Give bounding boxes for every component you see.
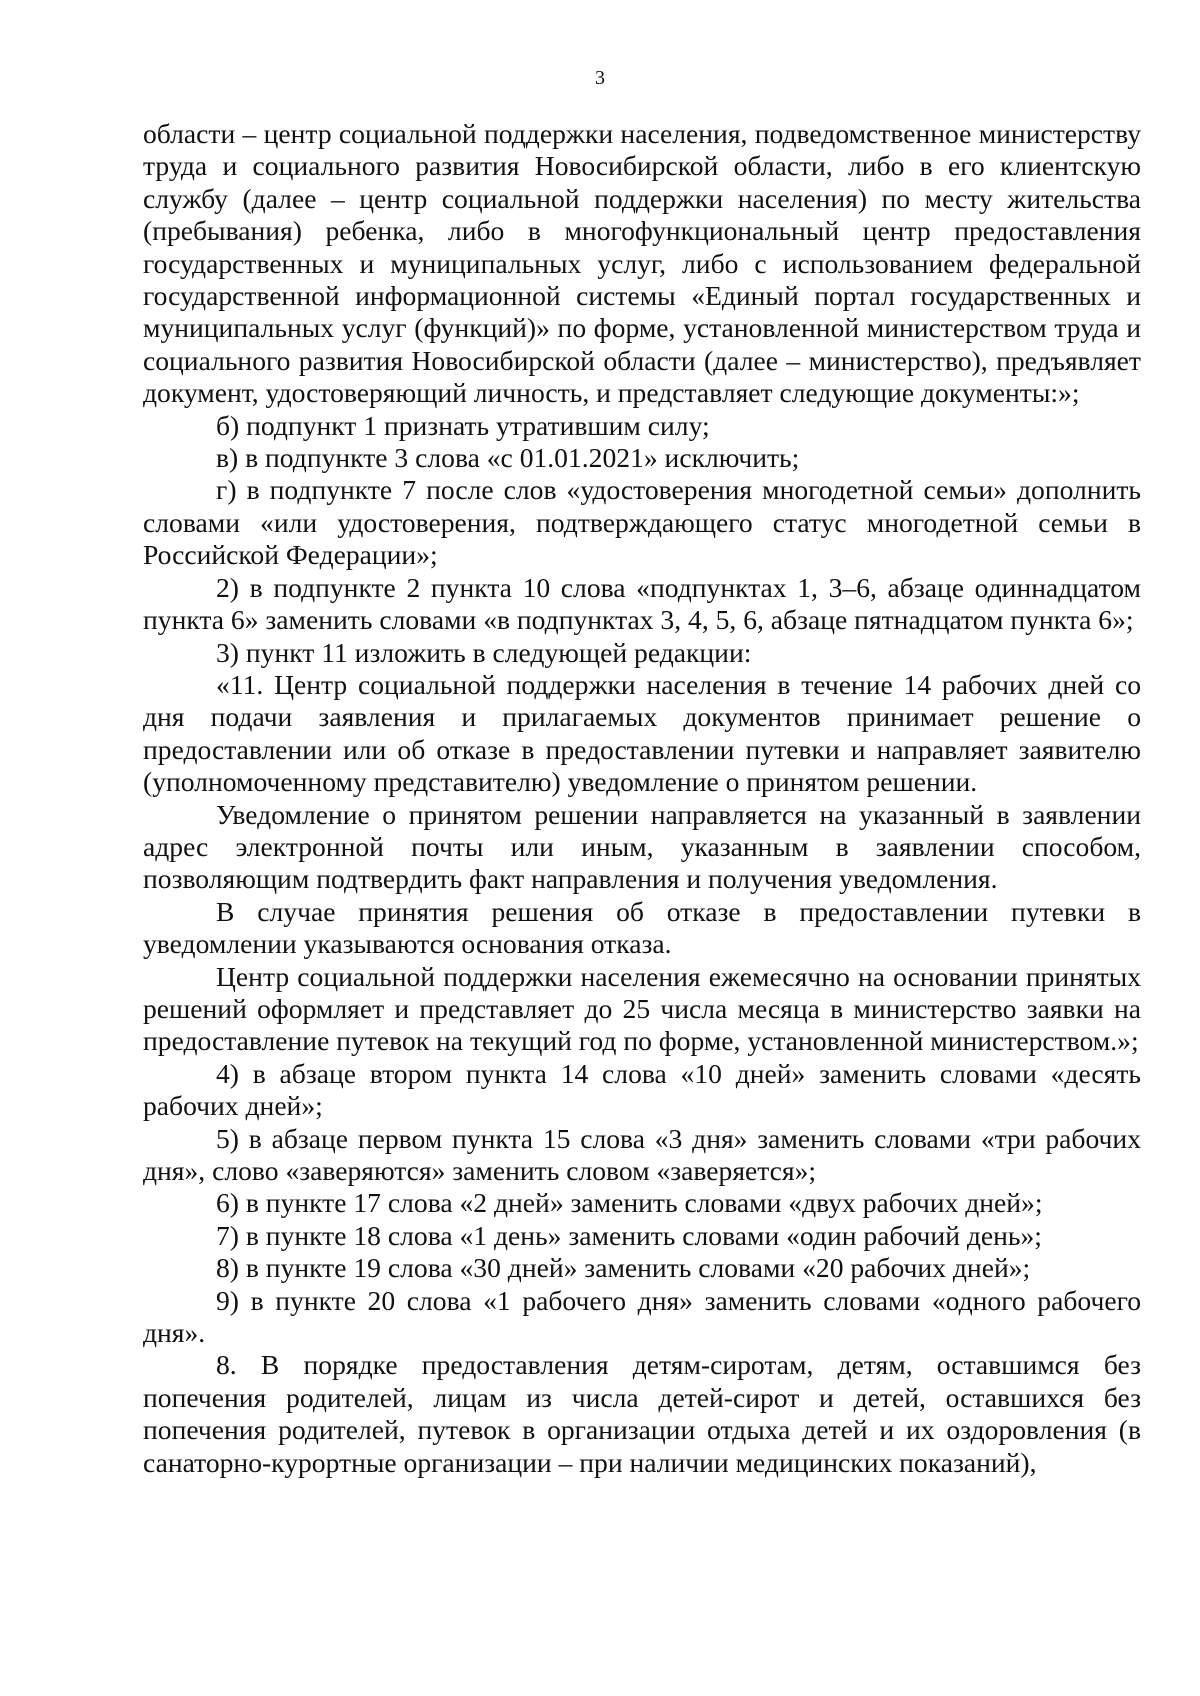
paragraph-15: 8) в пункте 19 слова «30 дней» заменить словами «20 рабочих дней»; <box>216 1252 1031 1284</box>
paragraph-5: 2) в подпункте 2 пункта 10 слова «подпунктах 1, 3–6, абзаце одиннадцатом пункта 6» заменить словами «в подпунктах 3, 4, 5, 6, абзаце пятнадцатом пункта 6»; <box>143 571 1141 636</box>
paragraph-10: Центр социальной поддержки населения ежемесячно на основании принятых решений оформляет и представляет до 25 числа месяца в министерство заявки на предоставление путевок на текущий год по форме, установленной министерством.»; <box>143 960 1141 1057</box>
paragraph-13: 6) в пункте 17 слова «2 дней» заменить словами «двух рабочих дней»; <box>216 1187 1043 1219</box>
paragraph-2: б) подпункт 1 признать утратившим силу; <box>216 409 710 441</box>
paragraph-16: 9) в пункте 20 слова «1 рабочего дня» заменить словами «одного рабочего дня». <box>143 1284 1141 1349</box>
paragraph-17: 8. В порядке предоставления детям-сиротам, детям, оставшимся без попечения родителей, лицам из числа детей-сирот и детей, оставшихся без попечения родителей, путевок в организации отдыха детей и их оздоровления (в санаторно-курортные организации – при наличии медицинских показаний), <box>143 1349 1141 1478</box>
paragraph-8: Уведомление о принятом решении направляется на указанный в заявлении адрес электронной почты или иным, указанным в заявлении способом, позволяющим подтвердить факт направления и получения уведомления. <box>143 798 1141 895</box>
paragraph-4: г) в подпункте 7 после слов «удостоверения многодетной семьи» дополнить словами «или удостоверения, подтверждающего статус многодетной семьи в Российской Федерации»; <box>143 474 1141 571</box>
document-body <box>143 118 1141 1479</box>
paragraph-1: области – центр социальной поддержки населения, подведомственное министерству труда и социального развития Новосибирской области, либо в его клиентскую службу (далее – центр социальной поддержки населения) по месту жительства (пребывания) ребенка, либо в многофункциональный центр предоставления государственных и муниципальных услуг, либо с использованием федеральной государственной информационной системы «Единый портал государственных и муниципальных услуг (функций)» по форме, установленной министерством труда и социального развития Новосибирской области (далее – министерство), предъявляет документ, удостоверяющий личность, и представляет следующие документы:»; <box>143 118 1141 409</box>
paragraph-12: 5) в абзаце первом пункта 15 слова «3 дня» заменить словами «три рабочих дня», слово «заверяются» заменить словом «заверяется»; <box>143 1122 1141 1186</box>
paragraph-9: В случае принятия решения об отказе в предоставлении путевки в уведомлении указываются основания отказа. <box>143 895 1141 960</box>
paragraph-7: «11. Центр социальной поддержки населения в течение 14 рабочих дней со дня подачи заявления и прилагаемых документов принимает решение о предоставлении или об отказе в предоставлении путевки и направляет заявителю (уполномоченному представителю) уведомление о принятом решении. <box>143 668 1141 798</box>
paragraph-14: 7) в пункте 18 слова «1 день» заменить словами «один рабочий день»; <box>216 1219 1042 1251</box>
page-number: 3 <box>595 67 605 89</box>
paragraph-11: 4) в абзаце втором пункта 14 слова «10 дней» заменить словами «десять рабочих дней»; <box>143 1057 1141 1122</box>
paragraph-3: в) в подпункте 3 слова «с 01.01.2021» исключить; <box>216 442 800 474</box>
paragraph-6: 3) пункт 11 изложить в следующей редакции: <box>216 636 752 668</box>
